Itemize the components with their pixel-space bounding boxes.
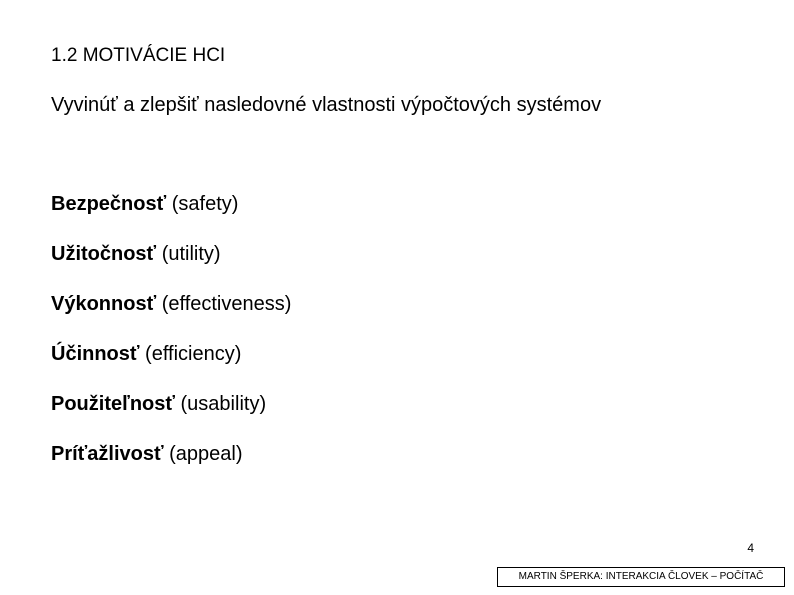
property-english: (safety) <box>166 193 239 215</box>
property-item-appeal <box>51 440 291 490</box>
footer-author-course: MARTIN ŠPERKA: INTERAKCIA ČLOVEK – POČÍTAČ <box>497 567 785 587</box>
property-term: Použiteľnosť <box>51 393 175 415</box>
property-english: (usability) <box>174 393 267 415</box>
property-item-usability <box>51 390 291 440</box>
properties-list <box>51 190 291 490</box>
property-term: Užitočnosť <box>51 243 157 265</box>
property-item-safety <box>51 190 291 240</box>
property-term: Účinnosť <box>51 343 140 365</box>
property-item-effectiveness <box>51 290 291 340</box>
slide-subtitle: Vyvinúť a zlepšiť nasledovné vlastnosti výpočtových systémov <box>51 94 602 116</box>
property-term: Výkonnosť <box>51 293 157 315</box>
property-english: (effectiveness) <box>156 293 292 315</box>
slide-title: 1.2 MOTIVÁCIE HCI <box>51 45 226 66</box>
page-number: 4 <box>747 541 754 555</box>
property-english: (appeal) <box>163 443 243 465</box>
property-english: (utility) <box>156 243 221 265</box>
property-item-efficiency <box>51 340 291 390</box>
property-item-utility <box>51 240 291 290</box>
property-term: Bezpečnosť <box>51 193 167 215</box>
property-english: (efficiency) <box>139 343 242 365</box>
property-term: Príťažlivosť <box>51 443 164 465</box>
